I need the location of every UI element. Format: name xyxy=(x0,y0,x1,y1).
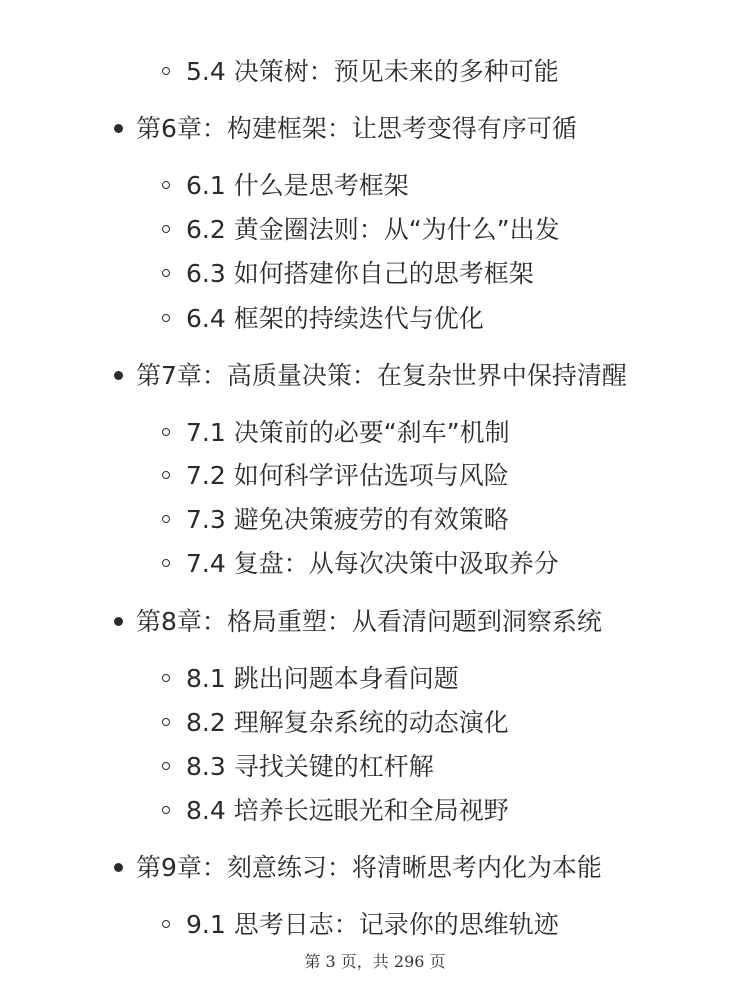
toc-item-text: 8.1 跳出问题本身看问题 xyxy=(186,663,459,693)
toc-item-text: 7.3 避免决策疲劳的有效策略 xyxy=(186,504,509,534)
circle-bullet-icon xyxy=(162,225,170,233)
toc-subsection-7-2 xyxy=(162,453,509,497)
toc-item-text: 5.4 决策树：预见未来的多种可能 xyxy=(186,56,559,86)
toc-subsection-8-4 xyxy=(162,788,509,832)
circle-bullet-icon xyxy=(162,181,170,189)
toc-item-text: 7.2 如何科学评估选项与风险 xyxy=(186,460,509,490)
toc-subsection-6-4 xyxy=(162,296,484,340)
toc-chapter-6 xyxy=(114,106,577,150)
page-number-footer: 第 3 页，共 296 页 xyxy=(304,952,446,971)
toc-subsection-8-2 xyxy=(162,700,509,744)
circle-bullet-icon xyxy=(162,269,170,277)
toc-subsection-7-3 xyxy=(162,497,509,541)
circle-bullet-icon xyxy=(162,806,170,814)
toc-item-text: 第6章：构建框架：让思考变得有序可循 xyxy=(136,113,577,143)
toc-item-text: 第7章：高质量决策：在复杂世界中保持清醒 xyxy=(136,360,627,390)
circle-bullet-icon xyxy=(162,718,170,726)
toc-item-text: 第9章：刻意练习：将清晰思考内化为本能 xyxy=(136,852,602,882)
toc-subsection-6-1 xyxy=(162,163,409,207)
circle-bullet-icon xyxy=(162,515,170,523)
toc-item-text: 6.2 黄金圈法则：从“为什么”出发 xyxy=(186,214,560,244)
toc-chapter-7 xyxy=(114,353,627,397)
toc-subsection-7-1 xyxy=(162,410,510,454)
toc-subsection-6-2 xyxy=(162,207,560,251)
toc-item-text: 7.4 复盘：从每次决策中汲取养分 xyxy=(186,548,559,578)
toc-item-text: 7.1 决策前的必要“刹车”机制 xyxy=(186,417,510,447)
disc-bullet-icon xyxy=(114,617,123,626)
circle-bullet-icon xyxy=(162,471,170,479)
toc-item-text: 9.1 思考日志：记录你的思维轨迹 xyxy=(186,909,559,939)
toc-item-text: 8.2 理解复杂系统的动态演化 xyxy=(186,707,509,737)
toc-chapter-9 xyxy=(114,845,602,889)
disc-bullet-icon xyxy=(114,371,123,380)
toc-item-text: 第8章：格局重塑：从看清问题到洞察系统 xyxy=(136,606,602,636)
toc-subsection-5-4 xyxy=(162,49,559,93)
toc-item-text: 6.1 什么是思考框架 xyxy=(186,170,409,200)
circle-bullet-icon xyxy=(162,559,170,567)
disc-bullet-icon xyxy=(114,124,123,133)
toc-item-text: 6.4 框架的持续迭代与优化 xyxy=(186,303,484,333)
circle-bullet-icon xyxy=(162,674,170,682)
circle-bullet-icon xyxy=(162,762,170,770)
toc-subsection-7-4 xyxy=(162,541,559,585)
toc-item-text: 6.3 如何搭建你自己的思考框架 xyxy=(186,258,534,288)
toc-subsection-6-3 xyxy=(162,251,534,295)
circle-bullet-icon xyxy=(162,67,170,75)
circle-bullet-icon xyxy=(162,920,170,928)
toc-item-text: 8.4 培养长远眼光和全局视野 xyxy=(186,795,509,825)
toc-subsection-8-3 xyxy=(162,744,434,788)
disc-bullet-icon xyxy=(114,863,123,872)
circle-bullet-icon xyxy=(162,428,170,436)
toc-chapter-8 xyxy=(114,599,602,643)
toc-item-text: 8.3 寻找关键的杠杆解 xyxy=(186,751,434,781)
toc-subsection-8-1 xyxy=(162,656,459,700)
toc-subsection-9-1 xyxy=(162,902,559,946)
circle-bullet-icon xyxy=(162,314,170,322)
